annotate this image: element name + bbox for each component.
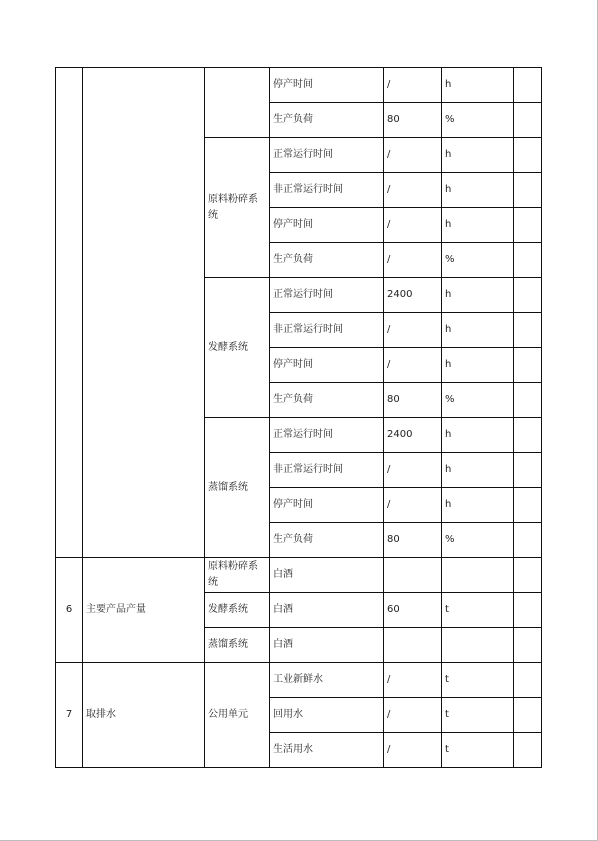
value-cell: / (384, 488, 442, 523)
item-cell: 白酒 (270, 628, 384, 663)
unit-of-measure-cell (442, 558, 514, 593)
section-number: 7 (56, 663, 83, 768)
value-cell (384, 628, 442, 663)
unit-of-measure-cell: h (442, 488, 514, 523)
unit-of-measure-cell: % (442, 383, 514, 418)
table-row (56, 663, 542, 698)
remark-cell (514, 138, 542, 173)
item-cell: 白酒 (270, 593, 384, 628)
value-cell: 80 (384, 103, 442, 138)
remark-cell (514, 103, 542, 138)
unit-of-measure-cell: h (442, 348, 514, 383)
remark-cell (514, 208, 542, 243)
item-cell: 正常运行时间 (270, 278, 384, 313)
remark-cell (514, 593, 542, 628)
remark-cell (514, 173, 542, 208)
remark-cell (514, 243, 542, 278)
item-cell: 正常运行时间 (270, 418, 384, 453)
item-cell: 停产时间 (270, 68, 384, 103)
value-cell: 80 (384, 383, 442, 418)
item-cell: 生活用水 (270, 733, 384, 768)
section-title: 主要产品产量 (83, 558, 205, 663)
value-cell: / (384, 663, 442, 698)
value-cell: / (384, 313, 442, 348)
remark-cell (514, 558, 542, 593)
unit-cell: 公用单元 (205, 663, 270, 768)
unit-of-measure-cell: h (442, 313, 514, 348)
unit-cell: 蒸馏系统 (205, 628, 270, 663)
item-cell: 非正常运行时间 (270, 173, 384, 208)
remark-cell (514, 663, 542, 698)
value-cell: / (384, 208, 442, 243)
unit-of-measure-cell: t (442, 733, 514, 768)
unit-of-measure-cell: h (442, 208, 514, 243)
remark-cell (514, 383, 542, 418)
unit-of-measure-cell: h (442, 418, 514, 453)
data-table (55, 67, 542, 768)
remark-cell (514, 418, 542, 453)
item-cell: 停产时间 (270, 208, 384, 243)
item-cell: 生产负荷 (270, 243, 384, 278)
num-cell (56, 68, 83, 558)
remark-cell (514, 523, 542, 558)
category-cell (83, 68, 205, 558)
unit-of-measure-cell (442, 628, 514, 663)
unit-cell: 发酵系统 (205, 278, 270, 418)
value-cell: 2400 (384, 418, 442, 453)
item-cell: 非正常运行时间 (270, 453, 384, 488)
unit-of-measure-cell: h (442, 278, 514, 313)
unit-cell: 原料粉碎系统 (205, 558, 270, 593)
value-cell (384, 558, 442, 593)
remark-cell (514, 628, 542, 663)
unit-cell: 发酵系统 (205, 593, 270, 628)
unit-of-measure-cell: % (442, 243, 514, 278)
unit-of-measure-cell: h (442, 453, 514, 488)
item-cell: 停产时间 (270, 348, 384, 383)
item-cell: 停产时间 (270, 488, 384, 523)
table-row (56, 68, 542, 103)
value-cell: / (384, 698, 442, 733)
table-row (56, 558, 542, 593)
unit-of-measure-cell: % (442, 523, 514, 558)
item-cell: 回用水 (270, 698, 384, 733)
unit-cell: 蒸馏系统 (205, 418, 270, 558)
item-cell: 非正常运行时间 (270, 313, 384, 348)
value-cell: 80 (384, 523, 442, 558)
unit-of-measure-cell: t (442, 698, 514, 733)
unit-cell (205, 68, 270, 138)
value-cell: / (384, 348, 442, 383)
remark-cell (514, 488, 542, 523)
item-cell: 生产负荷 (270, 523, 384, 558)
value-cell: 2400 (384, 278, 442, 313)
item-cell: 白酒 (270, 558, 384, 593)
remark-cell (514, 313, 542, 348)
remark-cell (514, 698, 542, 733)
value-cell: / (384, 68, 442, 103)
value-cell: / (384, 453, 442, 488)
unit-of-measure-cell: t (442, 663, 514, 698)
unit-of-measure-cell: h (442, 68, 514, 103)
remark-cell (514, 453, 542, 488)
section-title: 取排水 (83, 663, 205, 768)
value-cell: / (384, 243, 442, 278)
value-cell: / (384, 173, 442, 208)
item-cell: 工业新鲜水 (270, 663, 384, 698)
remark-cell (514, 733, 542, 768)
remark-cell (514, 68, 542, 103)
section-number: 6 (56, 558, 83, 663)
item-cell: 生产负荷 (270, 383, 384, 418)
remark-cell (514, 348, 542, 383)
unit-of-measure-cell: % (442, 103, 514, 138)
item-cell: 生产负荷 (270, 103, 384, 138)
unit-of-measure-cell: h (442, 138, 514, 173)
value-cell: / (384, 733, 442, 768)
item-cell: 正常运行时间 (270, 138, 384, 173)
value-cell: / (384, 138, 442, 173)
unit-cell: 原料粉碎系统 (205, 138, 270, 278)
value-cell: 60 (384, 593, 442, 628)
remark-cell (514, 278, 542, 313)
unit-of-measure-cell: h (442, 173, 514, 208)
unit-of-measure-cell: t (442, 593, 514, 628)
